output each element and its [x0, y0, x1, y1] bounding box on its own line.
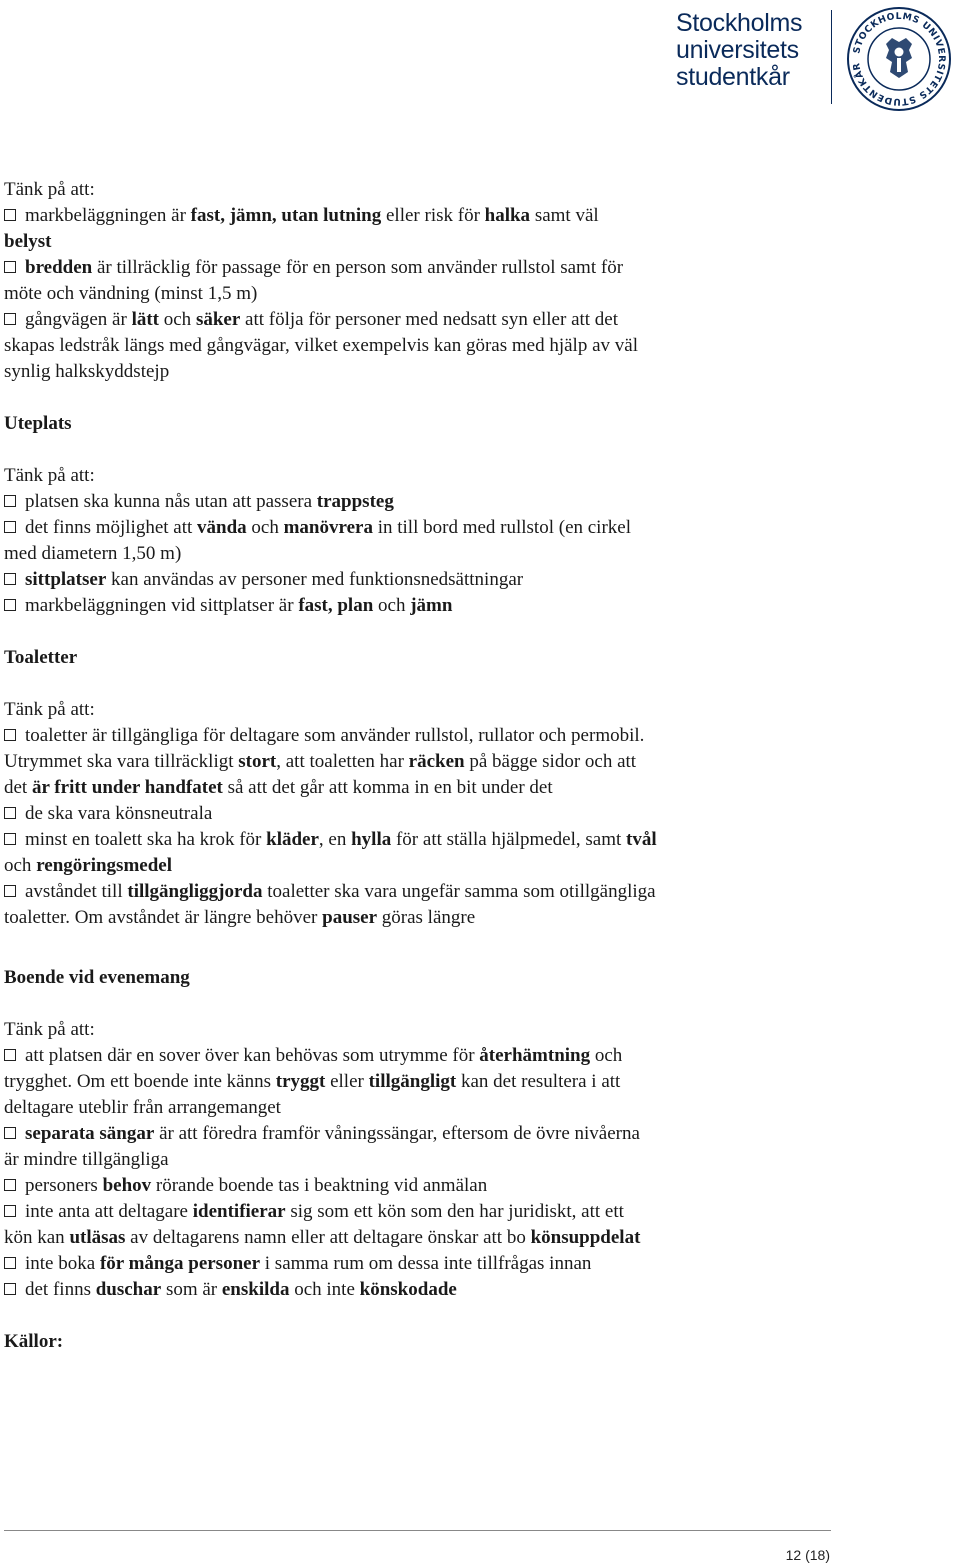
checkbox-bullet-icon — [4, 495, 16, 507]
text-segment: trygghet. Om ett boende inte känns — [4, 1071, 276, 1092]
text-line — [4, 1147, 854, 1173]
text-segment: deltagare uteblir från arrangemanget — [4, 1097, 281, 1118]
text-segment: med diametern 1,50 m) — [4, 543, 182, 564]
text-segment: rörande boende tas i beaktning vid anmälan — [151, 1175, 488, 1196]
checkbox-bullet-icon — [4, 833, 16, 845]
bold-text: fast, plan — [298, 595, 374, 616]
intro-text: Tänk på att: — [4, 699, 95, 720]
text-segment: gångvägen är — [25, 309, 132, 330]
text-line — [4, 1095, 854, 1121]
text-segment: för att ställa hjälpmedel, samt — [391, 829, 627, 850]
text-line — [4, 775, 854, 801]
text-line — [4, 567, 854, 593]
text-segment: och — [4, 855, 37, 876]
text-segment: och — [159, 309, 196, 330]
text-segment: och — [590, 1045, 623, 1066]
checkbox-bullet-icon — [4, 1283, 16, 1295]
text-line — [4, 333, 854, 359]
bold-text: hylla — [351, 829, 392, 850]
checkbox-bullet-icon — [4, 1205, 16, 1217]
text-line — [4, 801, 854, 827]
page-header — [0, 0, 960, 120]
text-line — [4, 749, 854, 775]
bold-text: duschar — [95, 1279, 162, 1300]
text-line — [4, 879, 854, 905]
text-segment: personers — [25, 1175, 103, 1196]
text-line — [4, 1121, 854, 1147]
bold-text: rengöringsmedel — [36, 855, 172, 876]
text-line — [4, 541, 854, 567]
checkbox-bullet-icon — [4, 1257, 16, 1269]
bold-text: är fritt under handfatet — [31, 777, 223, 798]
svg-text:STOCKHOLMS UNIVERSITETS STUDEN: STOCKHOLMS UNIVERSITETS STUDENTKÅR — [851, 10, 948, 108]
section-heading: Toaletter — [4, 647, 78, 668]
bold-text: könskodade — [359, 1279, 457, 1300]
text-segment: toaletter är tillgängliga för deltagare som använder rullstol, rullator och permobil. — [25, 725, 645, 746]
text-segment: eller — [325, 1071, 369, 1092]
checkbox-bullet-icon — [4, 885, 16, 897]
text-line — [4, 905, 854, 931]
section-boende — [4, 965, 854, 1303]
checkbox-bullet-icon — [4, 729, 16, 741]
bold-text: tryggt — [275, 1071, 326, 1092]
text-line — [4, 281, 854, 307]
text-line — [4, 307, 854, 333]
sources-heading: Källor: — [4, 1331, 64, 1352]
text-line — [4, 827, 854, 853]
text-line — [4, 255, 854, 281]
checkbox-bullet-icon — [4, 261, 16, 273]
logo-line-2: universitets — [676, 36, 799, 64]
text-line — [4, 723, 854, 749]
text-segment: är att föredra framför våningssängar, eftersom de övre nivåerna — [154, 1123, 640, 1144]
text-segment: inte anta att deltagare — [25, 1201, 193, 1222]
bold-text: vända — [197, 517, 247, 538]
text-line — [4, 229, 854, 255]
intro-text: Tänk på att: — [4, 465, 95, 486]
intro-text: Tänk på att: — [4, 1019, 95, 1040]
text-segment: kön kan — [4, 1227, 70, 1248]
bold-text: jämn — [410, 595, 453, 616]
logo-divider — [831, 10, 832, 104]
bold-text: lätt — [131, 309, 159, 330]
text-segment: möte och vändning (minst 1,5 m) — [4, 283, 258, 304]
text-segment: in till bord med rullstol (en cirkel — [372, 517, 631, 538]
text-segment: synlig halkskyddstejp — [4, 361, 170, 382]
text-segment: avståndet till — [25, 881, 128, 902]
text-segment: det — [4, 777, 32, 798]
text-segment: så att det går att komma in en bit under det — [222, 777, 553, 798]
bold-text: utläsas — [69, 1227, 126, 1248]
section-uteplats — [4, 411, 854, 619]
text-segment: samt väl — [530, 205, 599, 226]
text-segment: eller risk för — [381, 205, 485, 226]
text-segment: att följa för personer med nedsatt syn eller att det — [240, 309, 619, 330]
bold-text: tillgängliggjorda — [127, 881, 263, 902]
text-segment: markbeläggningen vid sittplatser är — [25, 595, 299, 616]
checkbox-bullet-icon — [4, 573, 16, 585]
intro-text: Tänk på att: — [4, 179, 95, 200]
text-line — [4, 1277, 854, 1303]
text-segment: att platsen där en sover över kan behövas som utrymme för — [25, 1045, 480, 1066]
bold-text: tillgängligt — [368, 1071, 457, 1092]
text-segment: platsen ska kunna nås utan att passera — [25, 491, 317, 512]
checkbox-bullet-icon — [4, 1049, 16, 1061]
bold-text: behov — [102, 1175, 152, 1196]
text-segment: är tillräcklig för passage för en person som använder rullstol samt för — [92, 257, 624, 278]
text-segment: göras längre — [377, 907, 476, 928]
section-heading: Boende vid evenemang — [4, 967, 190, 988]
bold-text: kläder — [266, 829, 319, 850]
bold-text: pauser — [322, 907, 378, 928]
text-segment: och — [246, 517, 284, 538]
checkbox-bullet-icon — [4, 313, 16, 325]
bold-text: fast, jämn, utan lutning — [190, 205, 382, 226]
text-line — [4, 515, 854, 541]
text-segment: toaletter ska vara ungefär samma som otillgängliga — [262, 881, 656, 902]
text-line — [4, 1069, 854, 1095]
text-line — [4, 853, 854, 879]
bold-text: belyst — [4, 231, 52, 252]
text-line — [4, 1043, 854, 1069]
text-segment: Utrymmet ska vara tillräckligt — [4, 751, 239, 772]
logo-wordmark — [676, 10, 826, 91]
text-segment: det finns — [25, 1279, 96, 1300]
page-number: 12 (18) — [785, 1547, 830, 1563]
bold-text: stort — [238, 751, 277, 772]
section-toaletter — [4, 645, 854, 931]
bold-text: identifierar — [192, 1201, 286, 1222]
student-union-seal-icon — [846, 6, 952, 112]
text-segment: kan användas av personer med funktionsnedsättningar — [106, 569, 524, 590]
checkbox-bullet-icon — [4, 599, 16, 611]
text-line — [4, 1199, 854, 1225]
text-line — [4, 489, 854, 515]
text-line — [4, 359, 854, 385]
text-segment: , att toaletten har — [276, 751, 409, 772]
checkbox-bullet-icon — [4, 1127, 16, 1139]
bold-text: tvål — [626, 829, 657, 850]
bold-text: räcken — [408, 751, 465, 772]
bold-text: för många personer — [99, 1253, 261, 1274]
bold-text: säker — [195, 309, 241, 330]
section-heading: Uteplats — [4, 413, 72, 434]
text-segment: kan det resultera i att — [456, 1071, 621, 1092]
text-line — [4, 1173, 854, 1199]
bold-text: sittplatser — [25, 569, 107, 590]
text-segment: de ska vara könsneutrala — [25, 803, 213, 824]
bold-text: återhämtning — [479, 1045, 591, 1066]
logo-line-1: Stockholms — [676, 9, 803, 37]
text-segment: av deltagarens namn eller att deltagare önskar att bo — [125, 1227, 531, 1248]
text-segment: minst en toalett ska ha krok för — [25, 829, 267, 850]
text-segment: och — [373, 595, 411, 616]
bold-text: trappsteg — [316, 491, 394, 512]
text-segment: toaletter. Om avståndet är längre behöver — [4, 907, 323, 928]
bold-text: halka — [484, 205, 531, 226]
bold-text: könsuppdelat — [530, 1227, 641, 1248]
text-segment: och inte — [289, 1279, 360, 1300]
text-segment: som är — [161, 1279, 222, 1300]
text-line — [4, 593, 854, 619]
text-line — [4, 203, 854, 229]
checkbox-bullet-icon — [4, 807, 16, 819]
section-paths — [4, 177, 854, 385]
text-segment: , en — [318, 829, 352, 850]
bold-text: bredden — [25, 257, 93, 278]
bold-text: manövrera — [283, 517, 373, 538]
logo-line-3: studentkår — [676, 63, 790, 91]
bold-text: enskilda — [221, 1279, 290, 1300]
text-segment: inte boka — [25, 1253, 100, 1274]
checkbox-bullet-icon — [4, 209, 16, 221]
text-segment: markbeläggningen är — [25, 205, 191, 226]
text-line — [4, 1251, 854, 1277]
footer-divider — [4, 1530, 831, 1531]
text-segment: på bägge sidor och att — [464, 751, 637, 772]
text-line — [4, 1225, 854, 1251]
text-segment: i samma rum om dessa inte tillfrågas innan — [260, 1253, 592, 1274]
bold-text: separata sängar — [25, 1123, 155, 1144]
checkbox-bullet-icon — [4, 521, 16, 533]
document-body — [4, 177, 854, 1355]
checkbox-bullet-icon — [4, 1179, 16, 1191]
text-segment: det finns möjlighet att — [25, 517, 198, 538]
text-segment: är mindre tillgängliga — [4, 1149, 169, 1170]
text-segment: sig som ett kön som den har juridiskt, att ett — [285, 1201, 624, 1222]
text-segment: skapas ledstråk längs med gångvägar, vilket exempelvis kan göras med hjälp av väl — [4, 335, 638, 356]
